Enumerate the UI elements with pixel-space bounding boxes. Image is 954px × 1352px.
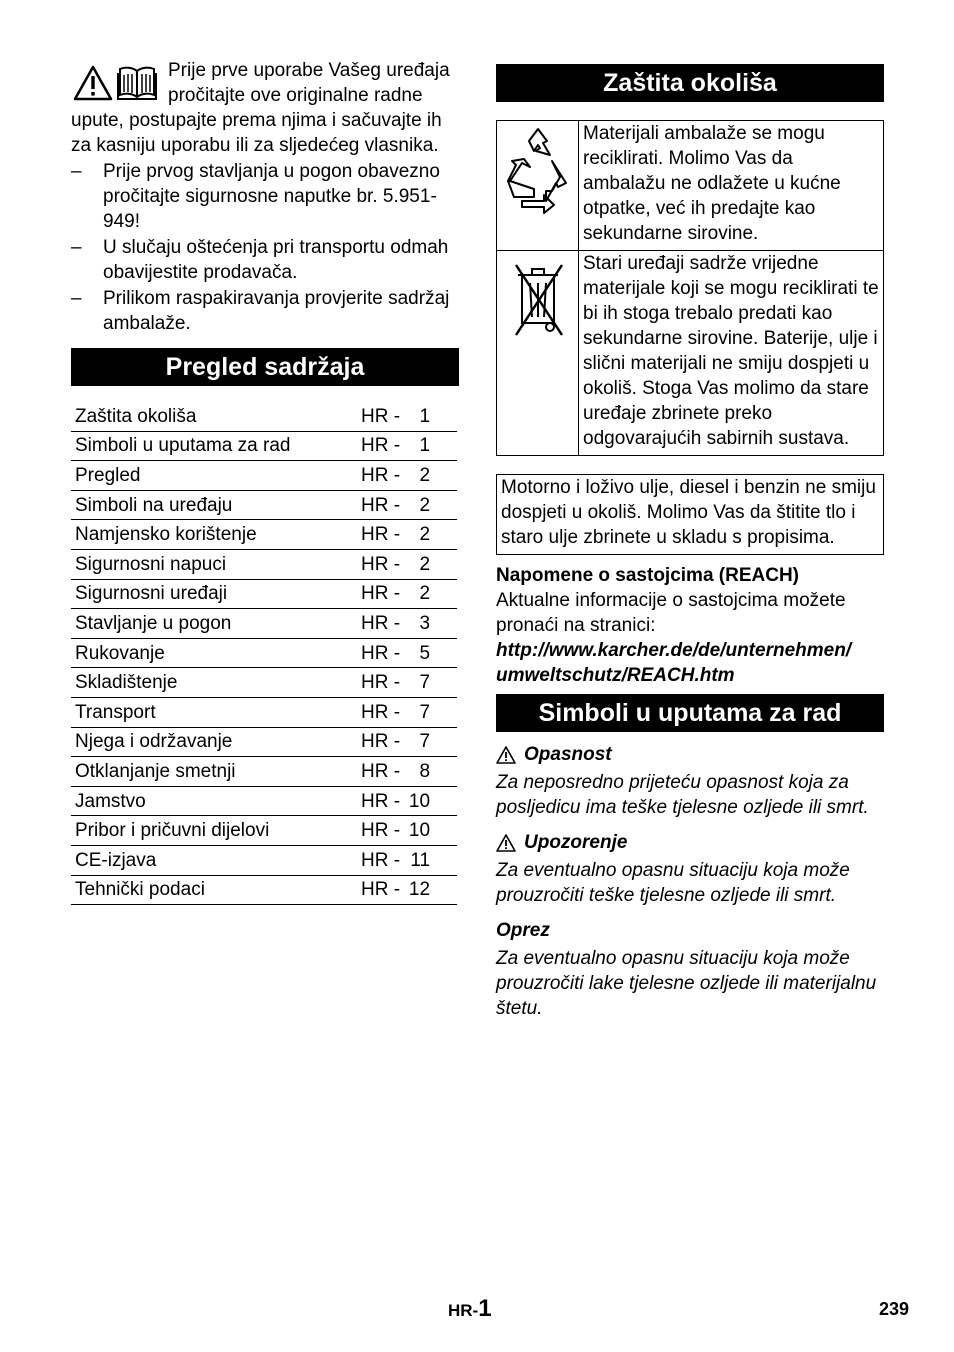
- toc-body: [71, 402, 457, 905]
- toc-entry-label[interactable]: CE-izjava: [71, 845, 361, 875]
- toc-page-prefix: HR -: [361, 760, 401, 782]
- toc-title: Pregled sadržaja: [71, 348, 459, 386]
- open-book-icon: [116, 65, 158, 101]
- toc-entry-page[interactable]: [361, 668, 457, 698]
- toc-row[interactable]: [71, 402, 457, 431]
- toc-page-prefix: HR -: [361, 494, 401, 516]
- signal-word-label: Opasnost: [524, 744, 612, 765]
- toc-page-prefix: HR -: [361, 731, 401, 753]
- oil-note-box: Motorno i loživo ulje, diesel i benzin ne smiju dospjeti u okoliš. Molimo Vas da štitite tlo i staro ulje zbrinete u skladu s propisima.: [496, 474, 884, 555]
- toc-row[interactable]: [71, 875, 457, 905]
- toc-entry-label[interactable]: Tehnički podaci: [71, 875, 361, 905]
- toc-row[interactable]: [71, 816, 457, 846]
- toc-entry-page[interactable]: [361, 845, 457, 875]
- footer-code-number: 1: [478, 1295, 492, 1322]
- reach-text: Aktualne informacije o sastojcima možete pronaći na stranici:: [496, 590, 846, 636]
- toc-table: [71, 402, 457, 905]
- toc-page-prefix: HR -: [361, 464, 401, 486]
- toc-page-prefix: HR -: [361, 435, 401, 457]
- reach-link[interactable]: [496, 638, 884, 688]
- toc-entry-page[interactable]: [361, 757, 457, 787]
- toc-page-number: 8: [419, 760, 431, 782]
- toc-page-prefix: HR -: [361, 642, 401, 664]
- toc-page-number: 11: [410, 849, 431, 871]
- environment-icon-cell: [497, 251, 579, 456]
- signal-word-danger: [496, 742, 884, 767]
- toc-row[interactable]: [71, 727, 457, 757]
- bullet-marker: –: [71, 237, 82, 258]
- toc-entry-label[interactable]: Otklanjanje smetnji: [71, 757, 361, 787]
- bullet-item: [71, 159, 459, 234]
- bullet-item: [71, 235, 459, 285]
- toc-entry-page[interactable]: [361, 816, 457, 846]
- toc-entry-label[interactable]: Pribor i pričuvni dijelovi: [71, 816, 361, 846]
- toc-entry-page[interactable]: [361, 875, 457, 905]
- toc-page-number: 12: [408, 879, 431, 901]
- toc-entry-page[interactable]: [361, 461, 457, 491]
- signal-word-label: Upozorenje: [524, 832, 628, 853]
- signal-word-description: Za eventualno opasnu situaciju koja može prouzročiti lake tjelesne ozljede ili materijalnu štetu.: [496, 948, 877, 1019]
- environment-row: [497, 121, 884, 251]
- toc-row[interactable]: [71, 697, 457, 727]
- toc-row[interactable]: [71, 490, 457, 520]
- reach-link-line[interactable]: umweltschutz/REACH.htm: [496, 665, 735, 686]
- symbols-title: Simboli u uputama za rad: [496, 694, 884, 732]
- toc-page-prefix: HR -: [361, 672, 401, 694]
- toc-entry-label[interactable]: Simboli na uređaju: [71, 490, 361, 520]
- toc-entry-page[interactable]: [361, 697, 457, 727]
- toc-page-number: 1: [419, 435, 431, 457]
- toc-page-number: 7: [419, 672, 431, 694]
- bullet-marker: –: [71, 288, 82, 309]
- toc-page-prefix: HR -: [361, 553, 401, 575]
- footer-section-code: [448, 1296, 492, 1323]
- footer-page-number: 239: [879, 1299, 910, 1319]
- toc-page-prefix: HR -: [361, 583, 401, 605]
- bullet-item: [71, 286, 459, 336]
- toc-entry-page[interactable]: [361, 520, 457, 550]
- footer-code-prefix: HR-: [448, 1301, 479, 1320]
- environment-table: [496, 120, 884, 456]
- crossed-out-bin-icon: [500, 251, 576, 341]
- signal-word-description: Za neposredno prijeteću opasnost koja za posljedicu ima teške tjelesne ozljede ili smrt.: [496, 772, 869, 818]
- toc-row[interactable]: [71, 579, 457, 609]
- toc-row[interactable]: [71, 845, 457, 875]
- toc-entry-label[interactable]: Sigurnosni napuci: [71, 549, 361, 579]
- toc-entry-page[interactable]: [361, 579, 457, 609]
- toc-row[interactable]: [71, 638, 457, 668]
- signal-word-warning: [496, 830, 884, 855]
- intro-text: Prije prve uporabe Vašeg uređaja pročitajte ove originalne radne upute, postupajte prema njima i sačuvajte ih za kasniju uporabu ili za sljedećeg vlasnika.: [71, 60, 450, 156]
- reach-link-line[interactable]: http://www.karcher.de/de/unternehmen/: [496, 640, 852, 661]
- intro-block: [71, 58, 459, 336]
- intro-bullet-list: [71, 159, 459, 336]
- bullet-text: U slučaju oštećenja pri transportu odmah obavijestite prodavača.: [103, 237, 449, 283]
- toc-row[interactable]: [71, 461, 457, 491]
- toc-row[interactable]: [71, 668, 457, 698]
- toc-entry-label[interactable]: Stavljanje u pogon: [71, 609, 361, 639]
- toc-entry-label[interactable]: Transport: [71, 697, 361, 727]
- warning-triangle-icon: [73, 65, 113, 101]
- environment-icon-cell: [497, 121, 579, 251]
- toc-entry-label[interactable]: Skladištenje: [71, 668, 361, 698]
- toc-page-number: 2: [419, 583, 431, 605]
- toc-entry-page[interactable]: [361, 638, 457, 668]
- toc-page-number: 2: [419, 464, 431, 486]
- intro-icons: [73, 65, 158, 101]
- warning-triangle-icon: [496, 746, 516, 764]
- toc-page-prefix: HR -: [361, 879, 401, 901]
- bullet-text: Prije prvog stavljanja u pogon obavezno pročitajte sigurnosne naputke br. 5.951-949!: [103, 161, 440, 232]
- toc-page-prefix: HR -: [361, 701, 401, 723]
- toc-row[interactable]: [71, 431, 457, 461]
- toc-entry-label[interactable]: Rukovanje: [71, 638, 361, 668]
- toc-entry-page[interactable]: [361, 786, 457, 816]
- warning-triangle-icon: [496, 834, 516, 852]
- toc-page-prefix: HR -: [361, 612, 401, 634]
- environment-title: Zaštita okoliša: [496, 64, 884, 102]
- signal-word-caution: [496, 918, 884, 943]
- toc-page-prefix: HR -: [361, 405, 401, 427]
- reach-heading: Napomene o sastojcima (REACH): [496, 565, 800, 586]
- left-column: [71, 58, 459, 905]
- toc-page-prefix: HR -: [361, 849, 401, 871]
- toc-entry-page[interactable]: [361, 402, 457, 431]
- toc-page-prefix: HR -: [361, 524, 401, 546]
- toc-entry-page[interactable]: [361, 609, 457, 639]
- toc-entry-page[interactable]: [361, 490, 457, 520]
- toc-entry-page[interactable]: [361, 431, 457, 461]
- signal-word-description: Za eventualno opasnu situaciju koja može prouzročiti teške tjelesne ozljede ili smrt.: [496, 860, 850, 906]
- toc-entry-label[interactable]: Namjensko korištenje: [71, 520, 361, 550]
- toc-entry-label[interactable]: Sigurnosni uređaji: [71, 579, 361, 609]
- toc-entry-page[interactable]: [361, 549, 457, 579]
- toc-page-number: 2: [419, 524, 431, 546]
- toc-row[interactable]: [71, 786, 457, 816]
- signal-word-label: Oprez: [496, 920, 550, 941]
- toc-row[interactable]: [71, 520, 457, 550]
- toc-page-number: 10: [408, 790, 431, 812]
- recycling-icon: [500, 121, 576, 221]
- environment-row: [497, 251, 884, 456]
- toc-entry-label[interactable]: Njega i održavanje: [71, 727, 361, 757]
- toc-page-number: 2: [419, 553, 431, 575]
- toc-row[interactable]: [71, 757, 457, 787]
- toc-page-number: 10: [408, 820, 431, 842]
- toc-page-number: 3: [419, 612, 431, 634]
- toc-entry-label[interactable]: Jamstvo: [71, 786, 361, 816]
- toc-page-number: 2: [419, 494, 431, 516]
- toc-page-number: 5: [419, 642, 431, 664]
- toc-page-number: 1: [419, 405, 431, 427]
- toc-entry-page[interactable]: [361, 727, 457, 757]
- toc-entry-label[interactable]: Zaštita okoliša: [71, 402, 361, 431]
- toc-page-number: 7: [419, 701, 431, 723]
- bullet-marker: –: [71, 161, 82, 182]
- right-column: [496, 64, 884, 1021]
- toc-page-prefix: HR -: [361, 820, 401, 842]
- environment-text-cell: Materijali ambalaže se mogu reciklirati. Molimo Vas da ambalažu ne odlažete u kućne otpatke, već ih predajte kao sekundarne sirovine.: [579, 121, 884, 251]
- toc-entry-label[interactable]: Pregled: [71, 461, 361, 491]
- toc-page-number: 7: [419, 731, 431, 753]
- toc-page-prefix: HR -: [361, 790, 401, 812]
- toc-entry-label[interactable]: Simboli u uputama za rad: [71, 431, 361, 461]
- bullet-text: Prilikom raspakiravanja provjerite sadržaj ambalaže.: [103, 288, 450, 334]
- toc-row[interactable]: [71, 609, 457, 639]
- environment-text-cell: Stari uređaji sadrže vrijedne materijale koji se mogu reciklirati te bi ih stoga trebalo predati kao sekundarne sirovine. Baterije, ulje i slični materijali ne smiju dospjeti u okoliš. Stoga Vas molimo da stare uređaje zbrinete preko odgovarajućih sabirnih sustava.: [579, 251, 884, 456]
- toc-row[interactable]: [71, 549, 457, 579]
